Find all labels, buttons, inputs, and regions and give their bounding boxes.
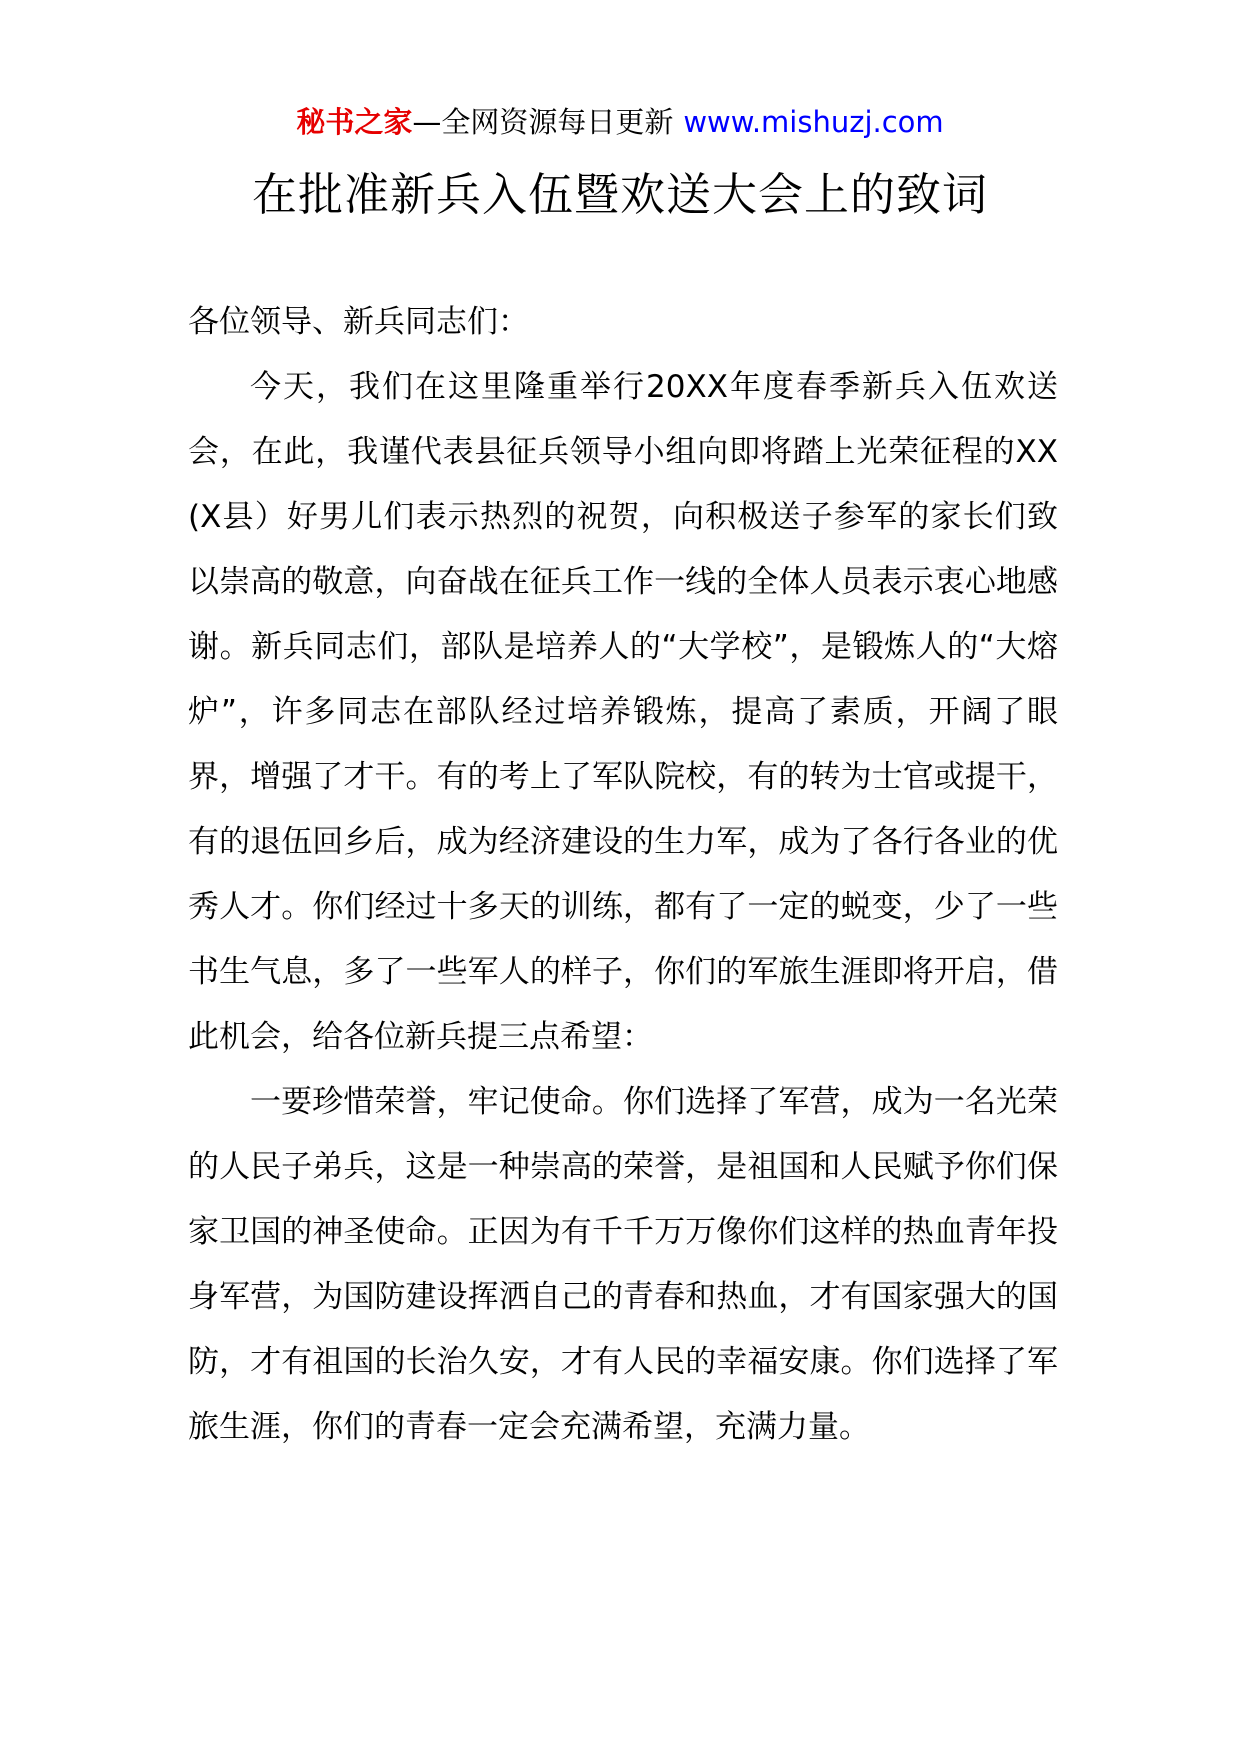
header-slogan: —全网资源每日更新 — [412, 105, 674, 139]
document-body — [188, 290, 1058, 1460]
paragraph-intro: 今天，我们在这里隆重举行20XX年度春季新兵入伍欢送会，在此，我谨代表县征兵领导小组向即将踏上光荣征程的XX(X县）好男儿们表示热烈的祝贺，向积极送子参军的家长们致以崇高的敬意，向奋战在征兵工作一线的全体人员表示衷心地感谢。新兵同志们，部队是培养人的“大学校”，是锻炼人的“大熔炉”，许多同志在部队经过培养锻炼，提高了素质，开阔了眼界，增强了才干。有的考上了军队院校，有的转为士官或提干，有的退伍回乡后，成为经济建设的生力军，成为了各行各业的优秀人才。你们经过十多天的训练，都有了一定的蜕变，少了一些书生气息，多了一些军人的样子，你们的军旅生涯即将开启，借此机会，给各位新兵提三点希望： — [188, 369, 1058, 1055]
document-title: 在批准新兵入伍暨欢送大会上的致词 — [251, 168, 988, 221]
brand-name: 秘书之家 — [296, 105, 413, 139]
site-header — [0, 100, 1240, 144]
site-url-link[interactable]: www.mishuzj.com — [683, 105, 944, 139]
paragraph-first-hope: 一要珍惜荣誉，牢记使命。你们选择了军营，成为一名光荣的人民子弟兵，这是一种崇高的荣誉，是祖国和人民赋予你们保家卫国的神圣使命。正因为有千千万万像你们这样的热血青年投身军营，为国防建设挥洒自己的青春和热血，才有国家强大的国防，才有祖国的长治久安，才有人民的幸福安康。你们选择了军旅生涯，你们的青春一定会充满希望，充满力量。 — [188, 1084, 1058, 1445]
salutation: 各位领导、新兵同志们： — [188, 304, 529, 340]
